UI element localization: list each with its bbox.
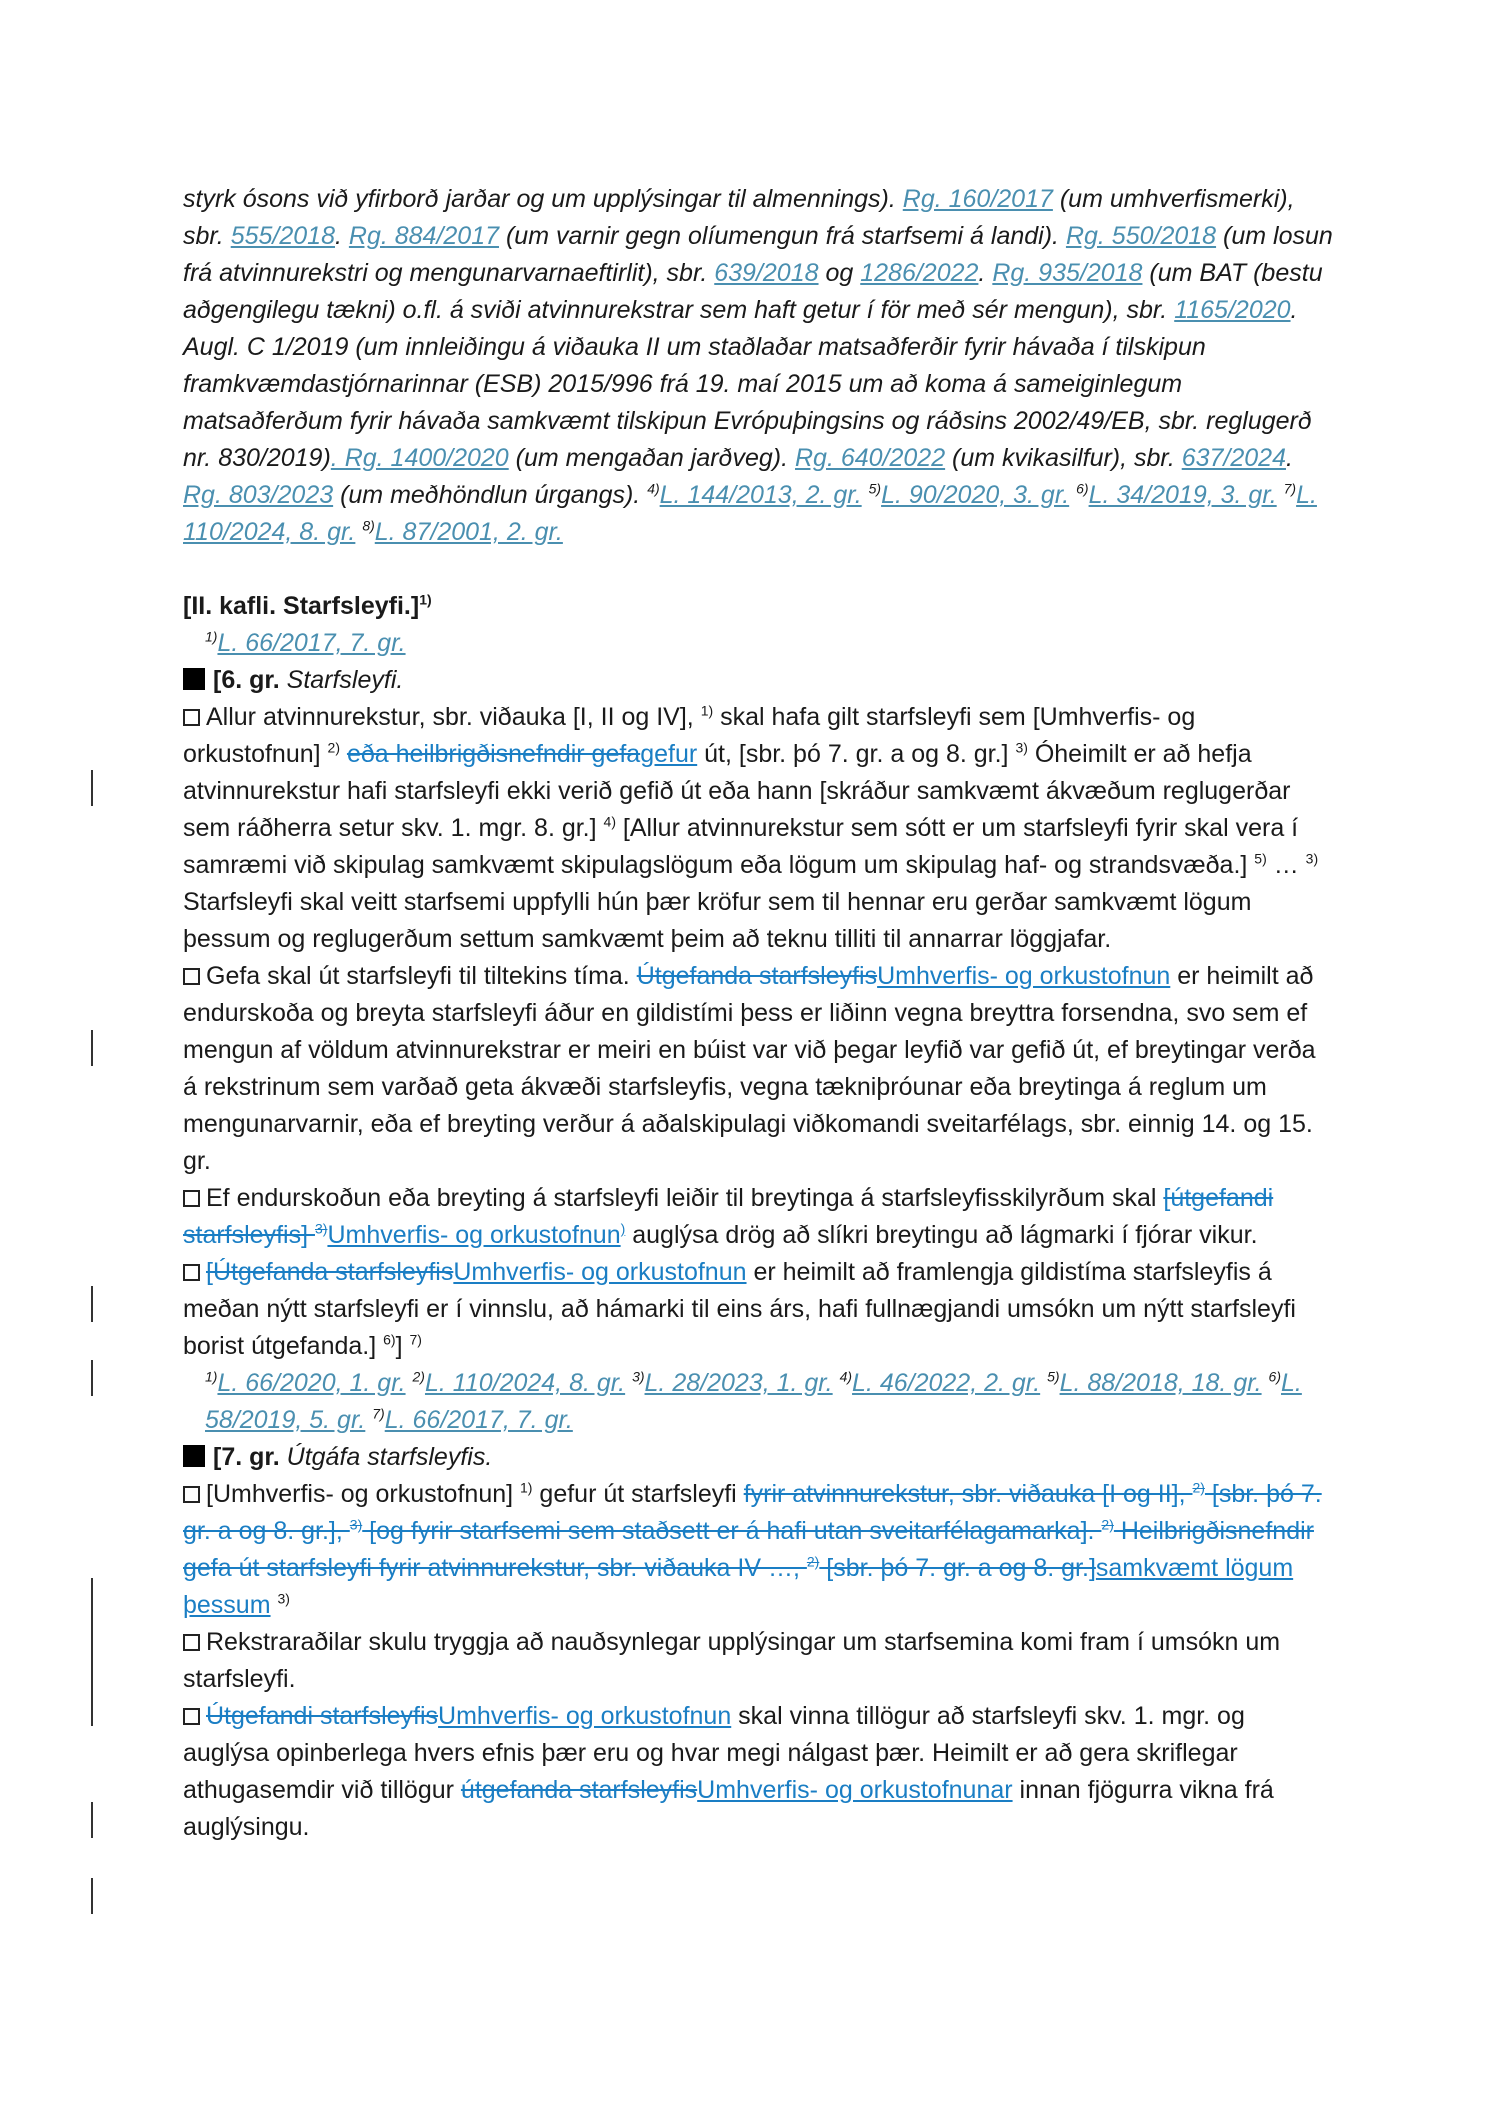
inserted-text: Umhverfis- og orkustofnun	[877, 962, 1171, 990]
amendment-link[interactable]: L. 46/2022, 2. gr.	[852, 1369, 1041, 1397]
amendment-link[interactable]: L. 110/2024, 8. gr.	[424, 1369, 626, 1397]
footnote-marker: 6)	[1076, 480, 1089, 497]
footnote-marker: 3)	[349, 1516, 363, 1533]
reference-link[interactable]: 555/2018	[230, 222, 335, 250]
footnote-marker: 7)	[409, 1331, 422, 1348]
reference-link[interactable]: Rg. 803/2023	[183, 481, 334, 509]
deleted-text: [og fyrir starfsemi sem staðsett er á hafi utan sveitarfélagamarka].	[362, 1517, 1102, 1545]
footnote-marker: 1)	[205, 628, 218, 645]
reference-link[interactable]: Rg. 640/2022	[794, 444, 946, 472]
change-bar	[91, 1802, 93, 1838]
inserted-text: Umhverfis- og orkustofnun	[327, 1221, 621, 1249]
inserted-text: Umhverfis- og orkustofnunar	[697, 1776, 1013, 1804]
reference-link[interactable]: Rg. 884/2017	[348, 222, 500, 250]
footnote-marker: 2)	[1192, 1479, 1205, 1496]
footnote-marker: 3)	[1305, 850, 1319, 867]
paragraph-marker-icon	[183, 1486, 200, 1503]
amendment-link[interactable]: L. 58/2019, 5. gr.	[205, 1369, 1302, 1434]
footnote-marker: 5)	[1254, 850, 1267, 867]
footnote-marker: 5)	[1047, 1368, 1060, 1385]
footnote-marker: 3)	[1015, 739, 1028, 756]
article-marker-icon	[183, 1445, 205, 1467]
change-bar	[91, 1878, 93, 1914]
footnote-marker: 2)	[327, 739, 340, 756]
amendment-link[interactable]: L. 87/2001, 2. gr.	[374, 518, 563, 546]
text: (um kvikasilfur), sbr.	[945, 444, 1182, 472]
amendment-link[interactable]: L. 28/2023, 1. gr.	[644, 1369, 833, 1397]
amendment-link[interactable]: L. 66/2017, 7. gr.	[384, 1406, 573, 1434]
footnote-marker: 3)	[314, 1220, 328, 1237]
paragraph-marker-icon	[183, 968, 200, 985]
text: . Augl. C 1/2019 (um innleiðingu á viðauka II um staðlaðar matsaðferðir fyrir hávaða í tilskipun framkvæmdastjórnarinnar (ESB) 2015/996 frá 19. maí 2015 um að koma á sameiginlegum matsaðferðum fyrir hávaða samkvæmt tilskipun Evrópuþingsins og ráðsins 2002/49/EB, sbr. reglugerð nr. 830/2019)	[183, 296, 1312, 472]
reference-link[interactable]: 1165/2020	[1174, 296, 1291, 324]
amendment-link[interactable]: L. 66/2020, 1. gr.	[217, 1369, 406, 1397]
chapter-title: [II. kafli. Starfsleyfi.]	[183, 592, 420, 620]
footnote-marker: 8)	[362, 517, 375, 534]
text: [Allur atvinnurekstur sem sótt er um starfsleyfi fyrir skal vera í samræmi við skipulag samkvæmt skipulagslögum eða lögum um skipulag haf- og strandsvæða.]	[183, 814, 1299, 879]
text: er heimilt að framlengja gildistíma starfsleyfis á meðan nýtt starfsleyfi er í vinnslu, að hámarki til eins árs, hafi fullnægjandi umsókn um nýtt starfsleyfi borist útgefanda.]	[183, 1258, 1296, 1360]
footnote-marker: 6)	[1268, 1368, 1281, 1385]
footnote-marker: 2)	[806, 1553, 820, 1570]
text: (um BAT (bestu aðgengilegu tækni) o.fl. á sviði atvinnurekstrar sem haft getur í för með sér mengun), sbr.	[183, 259, 1323, 324]
reference-link[interactable]: Rg. 550/2018	[1065, 222, 1217, 250]
change-bar	[91, 1030, 93, 1066]
text: ]	[395, 1332, 410, 1360]
text: Rekstraraðilar skulu tryggja að nauðsynlegar upplýsingar um starfsemina komi fram í umsókn um starfsleyfi.	[183, 1628, 1281, 1693]
inserted-text: Umhverfis- og orkustofnun	[453, 1258, 747, 1286]
text: .	[334, 222, 349, 250]
amendment-link[interactable]: L. 66/2017, 7. gr.	[217, 629, 406, 657]
text	[340, 740, 347, 768]
deleted-text: eða heilbrigðisnefndir gefa	[346, 740, 641, 768]
article-7-paragraph-3	[183, 1698, 1333, 1846]
reference-link[interactable]: 1286/2022	[860, 259, 979, 287]
footnote-marker: 5)	[868, 480, 882, 497]
regulations-paragraph	[183, 181, 1333, 551]
reference-link[interactable]: 639/2018	[714, 259, 819, 287]
change-bar	[91, 1286, 93, 1322]
inserted-text: samkvæmt lögum þessum	[183, 1554, 1294, 1619]
paragraph-marker-icon	[183, 709, 200, 726]
article-6-paragraph-3	[183, 1180, 1333, 1254]
footnote-marker: 2)	[412, 1368, 425, 1385]
footnote-marker: 1)	[700, 702, 714, 719]
reference-link[interactable]: . Rg. 1400/2020	[330, 444, 509, 472]
footnote-marker: 1)	[419, 591, 432, 608]
amendment-link[interactable]: L. 90/2020, 3. gr.	[881, 481, 1070, 509]
text: …	[1266, 851, 1306, 879]
footnote-marker: 1)	[205, 1368, 218, 1385]
footnote-marker: 2)	[1101, 1516, 1114, 1533]
deleted-text: Útgefandi starfsleyfis	[206, 1702, 439, 1730]
change-bar	[91, 1360, 93, 1396]
article-marker-icon	[183, 668, 205, 690]
text: gefur út starfsleyfi	[532, 1480, 744, 1508]
amendment-link[interactable]: L. 144/2013, 2. gr.	[659, 481, 862, 509]
article-7-paragraph-2	[183, 1624, 1333, 1698]
text: Ef endurskoðun eða breyting á starfsleyfi leiðir til breytinga á starfsleyfisskilyrðum skal	[206, 1184, 1164, 1212]
footnote-marker: 4)	[647, 480, 660, 497]
deleted-text: [útgefandi starfsleyfis]	[183, 1184, 1274, 1249]
paragraph-marker-icon	[183, 1264, 200, 1281]
article-number: [7. gr.	[213, 1443, 280, 1471]
text: (um losun frá atvinnurekstri og mengunarvarnaeftirlit), sbr.	[183, 222, 1333, 287]
footnote-marker: 7)	[1283, 480, 1297, 497]
footnote-marker: 6)	[383, 1331, 396, 1348]
article-title: Starfsleyfi.	[286, 666, 404, 694]
deleted-text: útgefanda starfsleyfis	[460, 1776, 698, 1804]
deleted-text: fyrir atvinnurekstur, sbr. viðauka [I og II],	[743, 1480, 1193, 1508]
paragraph-marker-icon	[183, 1708, 200, 1725]
inserted-text: Umhverfis- og orkustofnun	[438, 1702, 732, 1730]
chapter-footnote	[183, 625, 1333, 662]
deleted-text: Útgefanda starfsleyfis	[636, 962, 878, 990]
footnote-marker: 7)	[372, 1405, 385, 1422]
footnote-marker: 3)	[277, 1590, 290, 1607]
reference-link[interactable]: Rg. 935/2018	[992, 259, 1143, 287]
text: (um mengaðan jarðveg).	[508, 444, 795, 472]
article-title: Útgáfa starfsleyfis.	[286, 1443, 493, 1471]
inserted-text: gefur	[640, 740, 698, 768]
text: Allur atvinnurekstur, sbr. viðauka [I, II og IV],	[206, 703, 701, 731]
footnote-marker: 4)	[839, 1368, 853, 1385]
article-6-paragraph-4	[183, 1254, 1333, 1365]
text: innan fjögurra vikna frá auglýsingu.	[183, 1776, 1274, 1841]
article-6-heading	[183, 662, 1333, 699]
text: Gefa skal út starfsleyfi til tiltekins tíma.	[206, 962, 637, 990]
text: [Umhverfis- og orkustofnun]	[206, 1480, 521, 1508]
reference-link[interactable]: Rg. 160/2017	[902, 185, 1053, 213]
amendment-link[interactable]: L. 88/2018, 18. gr.	[1059, 1369, 1262, 1397]
text: (um umhverfismerki), sbr.	[183, 185, 1295, 250]
text: (um varnir gegn olíumengun frá starfsemi á landi).	[499, 222, 1066, 250]
footnote-marker: 3)	[632, 1368, 645, 1385]
deleted-text: [sbr. þó 7. gr. a og 8. gr.],	[183, 1480, 1322, 1545]
text: skal vinna tillögur að starfsleyfi skv. 1. mgr. og auglýsa opinberlega hvers efnis þær eru og hvar megi nálgast þær. Heimilt er að gera skriflegar athugasemdir við tillögur	[183, 1702, 1245, 1804]
article-7-heading	[183, 1439, 1333, 1476]
law-text	[183, 181, 1333, 1846]
article-6-paragraph-1	[183, 699, 1333, 958]
text: út, [sbr. þó 7. gr. a og 8. gr.]	[697, 740, 1016, 768]
article-6-footnotes	[183, 1365, 1333, 1439]
article-7-paragraph-1	[183, 1476, 1333, 1624]
footnote-marker: 4)	[603, 813, 616, 830]
change-bar	[91, 770, 93, 806]
text: og	[818, 259, 861, 287]
paragraph-marker-icon	[183, 1634, 200, 1651]
article-6-paragraph-2	[183, 958, 1333, 1180]
amendment-link[interactable]: L. 34/2019, 3. gr.	[1088, 481, 1277, 509]
change-bar	[91, 1578, 93, 1726]
chapter-heading	[183, 588, 1333, 625]
article-number: [6. gr.	[213, 666, 280, 694]
text: .	[978, 259, 993, 287]
footnote-marker: )	[620, 1220, 626, 1237]
amendment-link[interactable]: L. 110/2024, 8. gr.	[183, 481, 1317, 546]
text: auglýsa drög að slíkri breytingu að lágmarki í fjórar vikur.	[625, 1221, 1258, 1249]
text: Starfsleyfi skal veitt starfsemi uppfylli hún þær kröfur sem til hennar eru gerðar samkvæmt lögum þessum og reglugerðum settum samkvæmt þeim að teknu tilliti til annarrar löggjafar.	[183, 888, 1252, 953]
text: Óheimilt er að hefja atvinnurekstur hafi starfsleyfi ekki verið gefið út eða hann [skráður samkvæmt ákvæðum reglugerðar sem ráðherra setur skv. 1. mgr. 8. gr.]	[183, 740, 1291, 842]
text: skal hafa gilt starfsleyfi sem [Umhverfis- og orkustofnun]	[183, 703, 1196, 768]
paragraph-marker-icon	[183, 1190, 200, 1207]
text: .	[1286, 444, 1293, 472]
text: styrk ósons við yfirborð jarðar og um upplýsingar til almennings).	[183, 185, 903, 213]
footnote-marker: 1)	[520, 1479, 533, 1496]
text	[271, 1591, 278, 1619]
text: er heimilt að endurskoða og breyta starfsleyfi áður en gildistími þess er liðinn vegna breyttra forsendna, svo sem ef mengun af völdum atvinnurekstrar er meiri en búist var við þegar leyfið var gefið út, ef breytingar verða á rekstrinum sem varðað geta ákvæði starfsleyfis, vegna tækniþróunar eða breytinga á reglum um mengunarvarnir, eða ef breyting verður á aðalskipulagi viðkomandi sveitarfélags, sbr. einnig 14. og 15. gr.	[183, 962, 1316, 1175]
reference-link[interactable]: 637/2024	[1181, 444, 1286, 472]
text: (um meðhöndlun úrgangs).	[333, 481, 648, 509]
deleted-text: Heilbrigðisnefndir gefa út starfsleyfi fyrir atvinnurekstur, sbr. viðauka IV …,	[183, 1517, 1314, 1582]
deleted-text: [Útgefanda starfsleyfis	[206, 1258, 454, 1286]
deleted-text: [sbr. þó 7. gr. a og 8. gr.]	[819, 1554, 1096, 1582]
